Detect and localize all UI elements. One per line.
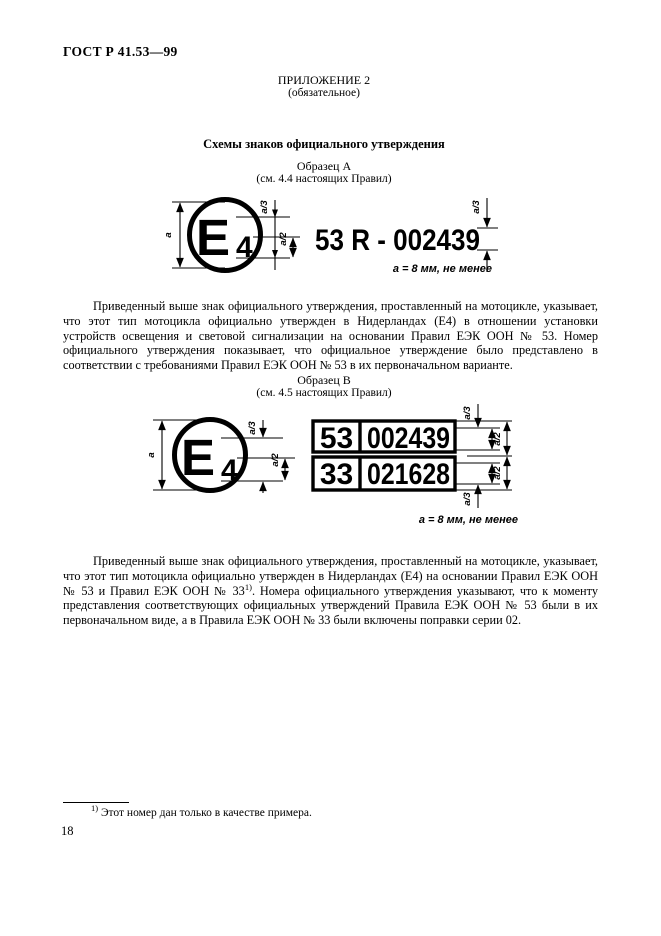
sample-b-reference: (см. 4.5 настоящих Правил) (256, 387, 392, 399)
page-number: 18 (61, 824, 74, 838)
dim-label-a3: a/3 (462, 406, 473, 420)
dim-label-a2: a/2 (492, 432, 503, 446)
approval-mark-diagram-a (150, 192, 500, 284)
footnote-marker: 1) (91, 803, 99, 814)
sample-b-label: Образец В (297, 373, 351, 387)
dim-label-a3: a/3 (462, 492, 473, 506)
dim-label-a3: a/3 (247, 421, 258, 435)
dim-label-a3: a/3 (471, 200, 482, 214)
sample-a-reference: (см. 4.4 настоящих Правил) (256, 173, 392, 185)
arrow-down-icon (272, 250, 278, 258)
footnote (63, 803, 511, 819)
dim-label-a: a (163, 232, 174, 238)
approval-number-text: 53 R - 002439 (315, 224, 480, 257)
sample-a-heading (54, 160, 594, 186)
regulation-number-row2: 33 (319, 458, 354, 491)
doc-code: ГОСТ Р 41.53—99 (63, 44, 178, 59)
sample-b-description-part1: Приведенный выше знак официального утверждения, проставленный на мотоцикле, указывает, что этот тип мотоцикла официально утвержден в Нидерландах (Е4) на основании Правил ЕЭК ООН № 53 и Правил ЕЭК ООН № 33 (63, 554, 598, 598)
footnote-reference: 1) (244, 581, 252, 592)
e-mark-number: 4 (221, 454, 238, 487)
dim-label-a2: a/2 (270, 453, 281, 467)
appendix-subtitle: (обязательное) (288, 87, 360, 99)
e-mark-number: 4 (236, 231, 253, 264)
dim-label-a2: a/2 (492, 466, 503, 480)
footnote-text: Этот номер дан только в качестве примера. (100, 807, 312, 819)
sample-b-heading (54, 374, 594, 400)
e-mark-letter: E (181, 429, 216, 486)
approval-number-row1: 002439 (367, 422, 450, 455)
dim-label-a: a (146, 452, 157, 458)
section-title: Схемы знаков официального утверждения (203, 137, 445, 151)
min-size-note: a = 8 мм, не менее (418, 514, 518, 526)
approval-mark-diagram-b (145, 400, 545, 540)
sample-b-description (63, 554, 598, 628)
sample-a-label: Образец А (296, 159, 352, 173)
approval-number-row2: 021628 (367, 458, 450, 491)
sample-a-description: Приведенный выше знак официального утверждения, проставленный на мотоцикле, указывает, что этот тип мотоцикла официально утвержден в Нидерландах (Е4) в отношении установки устройств освещения и световой сигнализации на основании Правил ЕЭК ООН № 53. Номер официального утверждения показывает, что официальное утверждение было представлено в соответствии с требованиями Правил ЕЭК ООН № 53 в их первоначальном варианте. (63, 299, 598, 373)
sample-b-description-part2: . Номера официального утверждения указывают, что к моменту представления соответствующих официальных утверждений Правила ЕЭК ООН № 53 были в их первоначальном виде, а в Правила ЕЭК ООН № 33 были включены поправки серии 02. (63, 583, 598, 628)
min-size-note: a = 8 мм, не менее (392, 263, 492, 275)
regulation-number-row1: 53 (319, 422, 354, 455)
appendix-title: ПРИЛОЖЕНИЕ 2 (277, 73, 371, 87)
dim-label-a3: a/3 (259, 200, 270, 214)
appendix-heading (54, 74, 594, 100)
arrow-down-icon (272, 210, 278, 218)
e-mark-letter: E (196, 209, 231, 266)
dim-label-a2: a/2 (278, 232, 289, 246)
